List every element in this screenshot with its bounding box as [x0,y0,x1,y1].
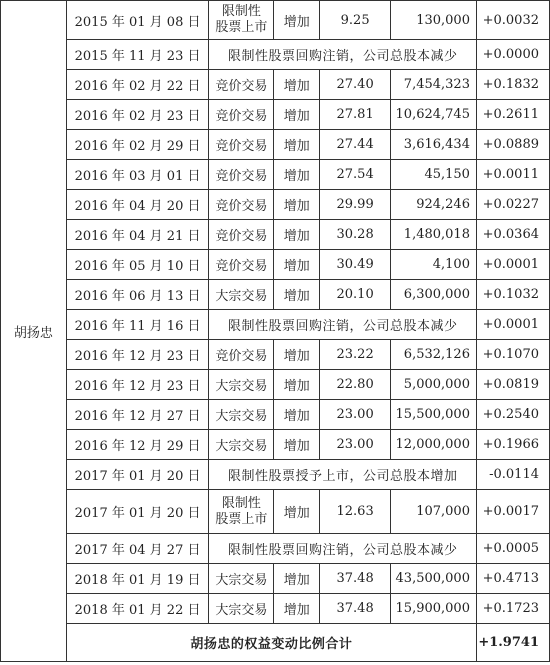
trade-price: 12.63 [320,490,391,534]
trade-price: 20.10 [320,280,391,310]
change-ratio: +0.0001 [476,310,549,340]
trade-date: 2018 年 01 月 19 日 [66,564,209,594]
change-note: 限制性股票授予上市，公司总股本增加 [209,460,477,490]
trade-direction: 增加 [274,280,320,310]
trade-direction: 增加 [274,340,320,370]
trade-method-line: 股票上市 [215,511,268,527]
trade-method-line: 大宗交易 [215,439,268,454]
total-value: +1.9741 [476,624,549,662]
trade-shares: 15,900,000 [391,594,477,624]
trade-date: 2016 年 04 月 20 日 [66,190,209,220]
trade-method-line: 限制性 [221,4,261,19]
trade-price: 23.22 [320,340,391,370]
trade-method [209,400,274,430]
change-ratio: +0.0001 [476,250,549,280]
change-note: 限制性股票回购注销，公司总股本减少 [209,40,477,70]
trade-method-line: 竞价交易 [215,139,268,154]
trade-method [209,430,274,460]
trade-price: 9.25 [320,1,391,40]
trade-row [1,220,550,250]
trade-shares: 107,000 [391,490,477,534]
trade-price: 37.48 [320,564,391,594]
trade-price: 30.49 [320,250,391,280]
trade-method-line: 竞价交易 [215,79,268,94]
trade-row [1,340,550,370]
trade-direction: 增加 [274,160,320,190]
change-ratio: +0.0000 [476,40,549,70]
total-row [1,624,550,662]
note-row [1,534,550,564]
note-row [1,310,550,340]
trade-price: 27.40 [320,70,391,100]
trade-method [209,594,274,624]
change-ratio: -0.0114 [476,460,549,490]
change-ratio: +0.1832 [476,70,549,100]
trade-direction: 增加 [274,490,320,534]
trade-direction: 增加 [274,70,320,100]
trade-method-line: 限制性 [221,495,261,511]
trade-date: 2017 年 01 月 20 日 [66,490,209,534]
change-ratio: +0.1070 [476,340,549,370]
trade-date: 2016 年 02 月 29 日 [66,130,209,160]
trade-row [1,280,550,310]
note-row [1,40,550,70]
trade-method [209,160,274,190]
trade-method [209,490,274,534]
trade-date: 2016 年 05 月 10 日 [66,250,209,280]
trade-price: 27.81 [320,100,391,130]
trade-date: 2016 年 03 月 01 日 [66,160,209,190]
trade-date: 2016 年 12 月 23 日 [66,340,209,370]
trade-method-line: 大宗交易 [215,379,268,394]
trade-method [209,280,274,310]
change-note: 限制性股票回购注销，公司总股本减少 [209,534,477,564]
trade-row [1,594,550,624]
trade-method [209,370,274,400]
trade-date: 2017 年 04 月 27 日 [66,534,209,564]
change-ratio: +0.1723 [476,594,549,624]
change-ratio: +0.0227 [476,190,549,220]
trade-method-line: 竞价交易 [215,229,268,244]
total-label: 胡扬忠的权益变动比例合计 [66,624,476,662]
trade-date: 2016 年 12 月 23 日 [66,370,209,400]
change-ratio: +0.0364 [476,220,549,250]
trade-method [209,340,274,370]
change-ratio: +0.1032 [476,280,549,310]
trade-date: 2016 年 02 月 22 日 [66,70,209,100]
trade-row [1,564,550,594]
trade-direction: 增加 [274,370,320,400]
trade-shares: 6,300,000 [391,280,477,310]
trade-direction: 增加 [274,594,320,624]
change-ratio: +0.0005 [476,534,549,564]
trade-date: 2016 年 12 月 27 日 [66,400,209,430]
trade-method-line: 股票上市 [215,20,268,35]
change-ratio: +0.0819 [476,370,549,400]
trade-row [1,70,550,100]
trade-date: 2015 年 11 月 23 日 [66,40,209,70]
trade-method [209,250,274,280]
trade-price: 30.28 [320,220,391,250]
trade-price: 22.80 [320,370,391,400]
trade-row [1,490,550,534]
trade-shares: 5,000,000 [391,370,477,400]
trade-price: 23.00 [320,430,391,460]
trade-date: 2017 年 01 月 20 日 [66,460,209,490]
trade-direction: 增加 [274,250,320,280]
change-ratio: +0.0017 [476,490,549,534]
trade-shares: 45,150 [391,160,477,190]
trade-method-line: 竞价交易 [215,169,268,184]
trade-direction: 增加 [274,564,320,594]
change-ratio: +0.0889 [476,130,549,160]
trade-date: 2016 年 06 月 13 日 [66,280,209,310]
trade-method-line: 竞价交易 [215,349,268,364]
trade-row [1,100,550,130]
trade-price: 37.48 [320,594,391,624]
trade-method-line: 大宗交易 [215,409,268,424]
trade-shares: 15,500,000 [391,400,477,430]
trade-shares: 1,480,018 [391,220,477,250]
trade-method [209,100,274,130]
trade-shares: 4,100 [391,250,477,280]
trade-direction: 增加 [274,430,320,460]
change-ratio: +0.0032 [476,1,549,40]
trade-row [1,370,550,400]
trade-direction: 增加 [274,220,320,250]
change-ratio: +0.2611 [476,100,549,130]
trade-method-line: 竞价交易 [215,259,268,274]
trade-price: 27.54 [320,160,391,190]
trade-shares: 12,000,000 [391,430,477,460]
trade-date: 2015 年 01 月 08 日 [66,1,209,40]
trade-method [209,564,274,594]
trade-method-line: 竞价交易 [215,109,268,124]
trade-method-line: 大宗交易 [215,573,268,588]
trade-row [1,1,550,40]
change-ratio: +0.2540 [476,400,549,430]
trade-method-line: 大宗交易 [215,603,268,618]
trade-direction: 增加 [274,190,320,220]
change-ratio: +0.4713 [476,564,549,594]
trade-shares: 924,246 [391,190,477,220]
trade-shares: 130,000 [391,1,477,40]
trade-row [1,250,550,280]
trade-shares: 6,532,126 [391,340,477,370]
trade-date: 2016 年 11 月 16 日 [66,310,209,340]
trade-row [1,400,550,430]
trade-method [209,220,274,250]
trade-direction: 增加 [274,100,320,130]
trade-method-line: 竞价交易 [215,199,268,214]
person-name: 胡扬忠 [1,1,67,662]
trade-date: 2018 年 01 月 22 日 [66,594,209,624]
trade-row [1,190,550,220]
trade-price: 27.44 [320,130,391,160]
trade-price: 23.00 [320,400,391,430]
trade-row [1,430,550,460]
trade-shares: 7,454,323 [391,70,477,100]
trade-method [209,1,274,40]
trade-method-line: 大宗交易 [215,289,268,304]
trade-method [209,190,274,220]
trade-direction: 增加 [274,130,320,160]
change-note: 限制性股票回购注销，公司总股本减少 [209,310,477,340]
trade-method [209,70,274,100]
trade-method [209,130,274,160]
trade-row [1,130,550,160]
trade-direction: 增加 [274,400,320,430]
trade-date: 2016 年 04 月 21 日 [66,220,209,250]
note-row [1,460,550,490]
trade-direction: 增加 [274,1,320,40]
trade-shares: 3,616,434 [391,130,477,160]
trade-row [1,160,550,190]
trade-shares: 43,500,000 [391,564,477,594]
trade-date: 2016 年 12 月 29 日 [66,430,209,460]
change-ratio: +0.0011 [476,160,549,190]
change-ratio: +0.1966 [476,430,549,460]
trade-price: 29.99 [320,190,391,220]
trade-shares: 10,624,745 [391,100,477,130]
trade-date: 2016 年 02 月 23 日 [66,100,209,130]
